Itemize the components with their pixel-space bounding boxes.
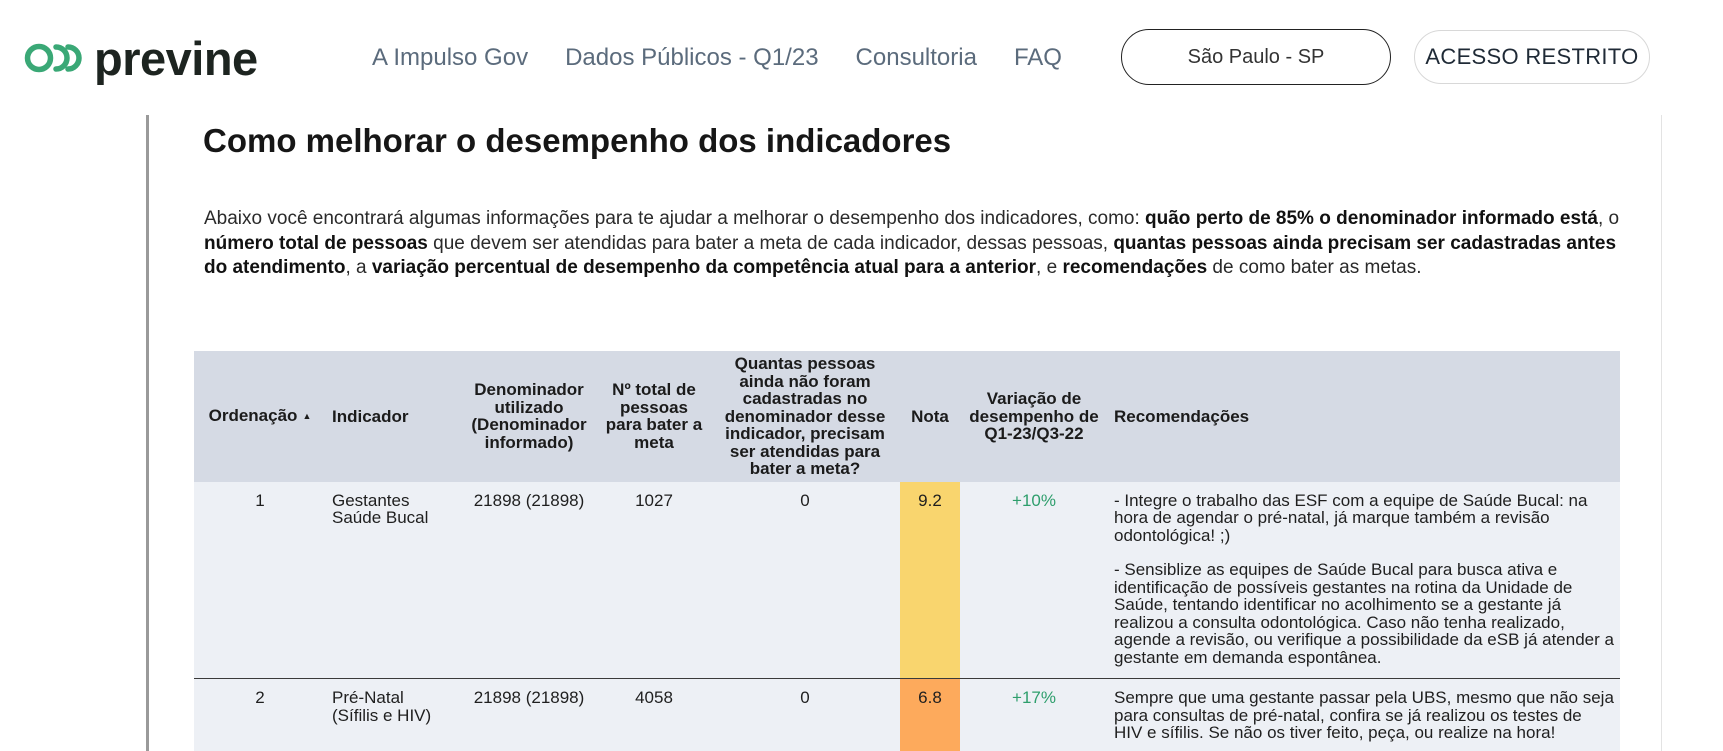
restricted-access-button[interactable]: ACESSO RESTRITO: [1414, 30, 1650, 84]
intro-text: , e: [1036, 257, 1063, 278]
cell-total-pessoas: 4058: [598, 679, 710, 751]
cell-denominador: 21898 (21898): [460, 482, 598, 679]
recommendation-text: Sempre que uma gestante passar pela UBS, mesmo que não seja para consultas de pré-natal, confira se já realizou os testes de HIV e sífilis. Se não os tiver feito, peça, ou realize na hora!: [1114, 688, 1614, 742]
nav-link-faq[interactable]: FAQ: [1013, 44, 1062, 71]
cell-recomendacoes: [1108, 679, 1620, 751]
content-panel: [146, 115, 1662, 751]
intro-paragraph: [204, 207, 1624, 281]
nav-link-dados-publicos[interactable]: Dados Públicos - Q1/23: [565, 44, 819, 71]
cell-nota: 9.2: [900, 482, 960, 679]
column-header-denominador[interactable]: Denominador utilizado (Denominador informado): [460, 351, 598, 482]
cell-total-pessoas: 1027: [598, 482, 710, 679]
column-header-ordenacao[interactable]: [194, 351, 326, 482]
intro-text: que devem ser atendidas para bater a meta de cada indicador, dessas pessoas,: [427, 232, 1114, 254]
top-header: [0, 0, 1723, 115]
intro-highlight: variação percentual de desempenho da competência atual para a anterior: [371, 257, 1037, 278]
table-header-row: [194, 351, 1620, 482]
cell-variacao: +10%: [960, 482, 1108, 679]
column-header-label: Ordenação: [208, 406, 298, 425]
cell-ordenacao: 1: [194, 482, 326, 679]
logo-text: previne: [94, 31, 258, 85]
previne-logo[interactable]: [24, 30, 258, 86]
column-header-variacao[interactable]: Variação de desempenho de Q1-23/Q3-22: [960, 351, 1108, 482]
main-nav: [372, 40, 1099, 76]
indicators-table-container[interactable]: [194, 351, 1620, 751]
column-header-indicador[interactable]: Indicador: [326, 351, 460, 482]
recommendation-text: - Integre o trabalho das ESF com a equipe de Saúde Bucal: na hora de agendar o pré-natal, já marque também a revisão odontológica! ;): [1114, 490, 1588, 545]
cell-indicador: Pré-Natal (Sífilis e HIV): [326, 679, 460, 751]
column-header-recomendacoes[interactable]: Recomendações: [1108, 351, 1620, 482]
recommendation-text: - Sensiblize as equipes de Saúde Bucal para busca ativa e identificação de possíveis gestantes na rotina da Unidade de Saúde, tentando identificar no acolhimento se a gestante já realizou a consulta odontológica. Caso não tenha realizado, agende a revisão, ou verifique a possibilidade da eSB já atender a gestante em demanda espontânea.: [1114, 560, 1614, 667]
intro-text: de como bater as metas.: [1207, 257, 1422, 278]
cell-indicador: Gestantes Saúde Bucal: [326, 482, 460, 679]
sort-ascending-icon[interactable]: ▲: [302, 411, 312, 421]
column-header-total-pessoas[interactable]: Nº total de pessoas para bater a meta: [598, 351, 710, 482]
cell-denominador: 21898 (21898): [460, 679, 598, 751]
intro-highlight: número total de pessoas: [204, 232, 428, 254]
cell-ordenacao: 2: [194, 679, 326, 751]
table-row: [194, 679, 1620, 751]
column-header-nao-cadastradas[interactable]: Quantas pessoas ainda não foram cadastradas no denominador desse indicador, precisam ser atendidas para bater a meta?: [710, 351, 900, 482]
cell-nao-cadastradas: 0: [710, 679, 900, 751]
table-row: [194, 482, 1620, 679]
intro-highlight: quantas pessoas ainda precisam ser cadastradas antes do atendimento: [204, 232, 1617, 278]
section-title: Como melhorar o desempenho dos indicadores: [203, 122, 952, 159]
column-header-nota[interactable]: Nota: [900, 351, 960, 482]
nav-link-consultoria[interactable]: Consultoria: [855, 44, 977, 71]
nav-link-impulso-gov[interactable]: A Impulso Gov: [372, 44, 529, 71]
indicators-table: [194, 351, 1620, 751]
intro-text: , a: [345, 257, 372, 278]
previne-logo-icon: [24, 43, 82, 73]
cell-variacao: +17%: [960, 679, 1108, 751]
cell-nota: 6.8: [900, 679, 960, 751]
intro-highlight: quão perto de 85% o denominador informado está: [1145, 208, 1598, 229]
city-selector[interactable]: São Paulo - SP: [1121, 29, 1391, 85]
intro-text: Abaixo você encontrará algumas informações para te ajudar a melhorar o desempenho dos indicadores, como:: [204, 208, 1146, 229]
intro-text: , o: [1597, 208, 1620, 229]
intro-highlight: recomendações: [1062, 257, 1208, 278]
cell-nao-cadastradas: 0: [710, 482, 900, 679]
cell-recomendacoes: [1108, 482, 1620, 679]
